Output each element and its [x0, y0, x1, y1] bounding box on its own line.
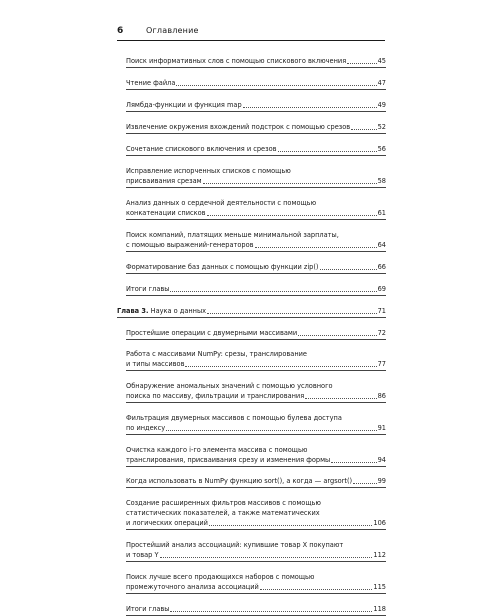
entry-underline — [126, 219, 386, 220]
table-of-contents — [117, 56, 386, 616]
dot-leader — [298, 335, 376, 336]
entry-underline — [126, 402, 386, 403]
dot-leader — [207, 313, 377, 314]
entry-underline — [126, 466, 386, 467]
toc-entry-row — [126, 176, 386, 186]
toc-entry-title: и логических операций — [126, 519, 208, 527]
toc-entry-row — [126, 550, 386, 560]
dot-leader — [209, 525, 372, 526]
toc-entry-title: и типы массивов — [126, 360, 185, 368]
toc-entry[interactable] — [117, 198, 386, 220]
dot-leader — [347, 63, 376, 64]
toc-page-number: 66 — [377, 263, 386, 271]
toc-entry-title-line: Поиск лучше всего продающихся наборов с помощью — [126, 573, 315, 581]
entry-underline — [126, 529, 386, 530]
entry-underline — [126, 370, 386, 371]
toc-entry-row — [126, 240, 386, 250]
toc-entry-title-line: Простейший анализ ассоциаций: купившие товар X покупают — [126, 541, 344, 549]
toc-entry[interactable] — [117, 498, 386, 530]
dot-leader — [176, 85, 376, 86]
toc-page-number: 49 — [377, 101, 386, 109]
toc-entry[interactable] — [117, 262, 386, 274]
toc-entry-row — [126, 518, 386, 528]
toc-entry[interactable] — [117, 381, 386, 403]
toc-entry-title-line: статистических показателей, а также математических — [126, 509, 320, 517]
toc-entry-title: Простейшие операции с двумерными массивами — [126, 329, 298, 337]
entry-underline — [126, 295, 386, 296]
toc-entry-title: Извлечение окружения вхождений подстрок с помощью срезов — [126, 123, 351, 131]
header-rule — [117, 40, 385, 41]
toc-entry[interactable] — [117, 604, 386, 616]
toc-entry-row — [126, 455, 386, 465]
dot-leader — [170, 611, 372, 612]
toc-entry-title: с помощью выражений-генераторов — [126, 241, 254, 249]
toc-page-number: 99 — [377, 477, 386, 485]
entry-underline — [126, 487, 386, 488]
toc-entry[interactable] — [117, 572, 386, 594]
toc-page-number: 45 — [377, 57, 386, 65]
entry-underline — [126, 111, 386, 112]
toc-entry[interactable] — [117, 100, 386, 112]
toc-entry-row — [126, 284, 386, 294]
toc-page-number: 52 — [377, 123, 386, 131]
toc-entry-title: Сочетание спискового включения и срезов — [126, 145, 277, 153]
running-header — [117, 24, 385, 38]
toc-page-number: 118 — [373, 605, 386, 613]
toc-page-number: 86 — [377, 392, 386, 400]
toc-entry-row — [126, 208, 386, 218]
toc-entry-title: транслирования, присваивания срезу и изменения формы — [126, 456, 331, 464]
dot-leader — [203, 183, 377, 184]
toc-entry[interactable] — [117, 56, 386, 68]
entry-underline — [126, 155, 386, 156]
chapter-title: Наука о данных — [150, 307, 207, 315]
toc-entry-row — [126, 423, 386, 433]
toc-entry-row — [126, 582, 386, 592]
toc-entry-row — [126, 78, 386, 88]
toc-page-number: 69 — [377, 285, 386, 293]
toc-page-number: 115 — [373, 583, 386, 591]
toc-chapter-entry[interactable] — [117, 306, 386, 318]
toc-entry-title: промежуточного анализа ассоциаций — [126, 583, 259, 591]
entry-underline — [126, 593, 386, 594]
toc-entry-title: Итоги главы — [126, 285, 170, 293]
toc-page-number: 91 — [377, 424, 386, 432]
toc-entry-title: Поиск информативных слов с помощью спискового включения — [126, 57, 347, 65]
toc-entry-row — [126, 122, 386, 132]
dot-leader — [160, 557, 373, 558]
toc-entry-row — [117, 306, 386, 316]
dot-leader — [351, 129, 376, 130]
entry-underline — [126, 67, 386, 68]
toc-entry-row — [126, 262, 386, 272]
toc-entry-title: Лямбда-функции и функция map — [126, 101, 242, 109]
dot-leader — [278, 151, 377, 152]
dot-leader — [185, 366, 376, 367]
toc-page-number: 64 — [377, 241, 386, 249]
entry-underline — [126, 273, 386, 274]
running-title: Оглавление — [146, 26, 199, 35]
toc-entry-title: присваивания срезам — [126, 177, 202, 185]
toc-entry[interactable] — [117, 540, 386, 562]
toc-entry[interactable] — [117, 166, 386, 188]
toc-entry-title: конкатенации списков — [126, 209, 206, 217]
toc-entry-row — [126, 604, 386, 614]
toc-entry[interactable] — [117, 476, 386, 488]
toc-entry[interactable] — [117, 78, 386, 90]
toc-entry-title: поиска по массиву, фильтрации и транслирования — [126, 392, 305, 400]
toc-entry-row — [126, 328, 386, 338]
toc-entry-row — [126, 56, 386, 66]
entry-underline — [126, 187, 386, 188]
entry-underline — [126, 339, 386, 340]
toc-entry[interactable] — [117, 144, 386, 156]
toc-entry-title: и товар Y — [126, 551, 159, 559]
toc-entry[interactable] — [117, 122, 386, 134]
toc-entry[interactable] — [117, 349, 386, 371]
toc-entry[interactable] — [117, 413, 386, 435]
entry-underline — [126, 89, 386, 90]
toc-entry[interactable] — [117, 328, 386, 340]
chapter-label: Глава 3. — [117, 307, 149, 315]
toc-page-number: 77 — [377, 360, 386, 368]
toc-page-number: 56 — [377, 145, 386, 153]
entry-underline — [126, 133, 386, 134]
toc-entry-title-line: Исправление испорченных списков с помощью — [126, 167, 291, 175]
toc-entry-title: по индексу — [126, 424, 166, 432]
toc-entry[interactable] — [117, 284, 386, 296]
toc-entry-title: Чтение файла — [126, 79, 176, 87]
toc-entry-title-line: Фильтрация двумерных массивов с помощью булева доступа — [126, 414, 342, 422]
dot-leader — [166, 430, 376, 431]
dot-leader — [255, 247, 377, 248]
page-number: 6 — [117, 26, 124, 36]
entry-underline — [117, 317, 386, 318]
toc-entry-title — [117, 306, 206, 316]
entry-underline — [126, 434, 386, 435]
dot-leader — [353, 483, 377, 484]
dot-leader — [170, 291, 376, 292]
toc-entry-row — [126, 359, 386, 369]
toc-entry-title-line: Анализ данных о сердечной деятельности с помощью — [126, 199, 317, 207]
dot-leader — [331, 462, 376, 463]
toc-entry-title: Итоги главы — [126, 605, 170, 613]
dot-leader — [207, 215, 377, 216]
toc-entry-row — [126, 476, 386, 486]
toc-entry-row — [126, 100, 386, 110]
toc-page-number: 58 — [377, 177, 386, 185]
dot-leader — [260, 589, 373, 590]
toc-entry-title: Когда использовать в NumPy функцию sort(), а когда — argsort() — [126, 477, 353, 485]
toc-entry-title-line: Работа с массивами NumPy: срезы, транслирование — [126, 350, 307, 358]
toc-entry-title-line: Обнаружение аномальных значений с помощью условного — [126, 382, 333, 390]
toc-entry-title: Форматирование баз данных с помощью функции zip() — [126, 263, 319, 271]
toc-page-number: 61 — [377, 209, 386, 217]
dot-leader — [243, 107, 377, 108]
toc-entry-title-line: Очистка каждого i-го элемента массива с помощью — [126, 446, 308, 454]
dot-leader — [320, 269, 377, 270]
entry-underline — [126, 561, 386, 562]
toc-page-number: 47 — [377, 79, 386, 87]
toc-entry[interactable] — [117, 230, 386, 252]
toc-entry-title-line: Поиск компаний, платящих меньше минимальной зарплаты, — [126, 231, 339, 239]
toc-page-number: 112 — [373, 551, 386, 559]
toc-entry-row — [126, 391, 386, 401]
toc-entry-row — [126, 144, 386, 154]
toc-page-number: 106 — [373, 519, 386, 527]
entry-underline — [126, 251, 386, 252]
toc-page-number: 94 — [377, 456, 386, 464]
toc-entry-title-line: Создание расширенных фильтров массивов с помощью — [126, 499, 321, 507]
toc-entry[interactable] — [117, 445, 386, 467]
dot-leader — [305, 398, 376, 399]
toc-page-number: 71 — [377, 307, 386, 315]
toc-page-number: 72 — [377, 329, 386, 337]
